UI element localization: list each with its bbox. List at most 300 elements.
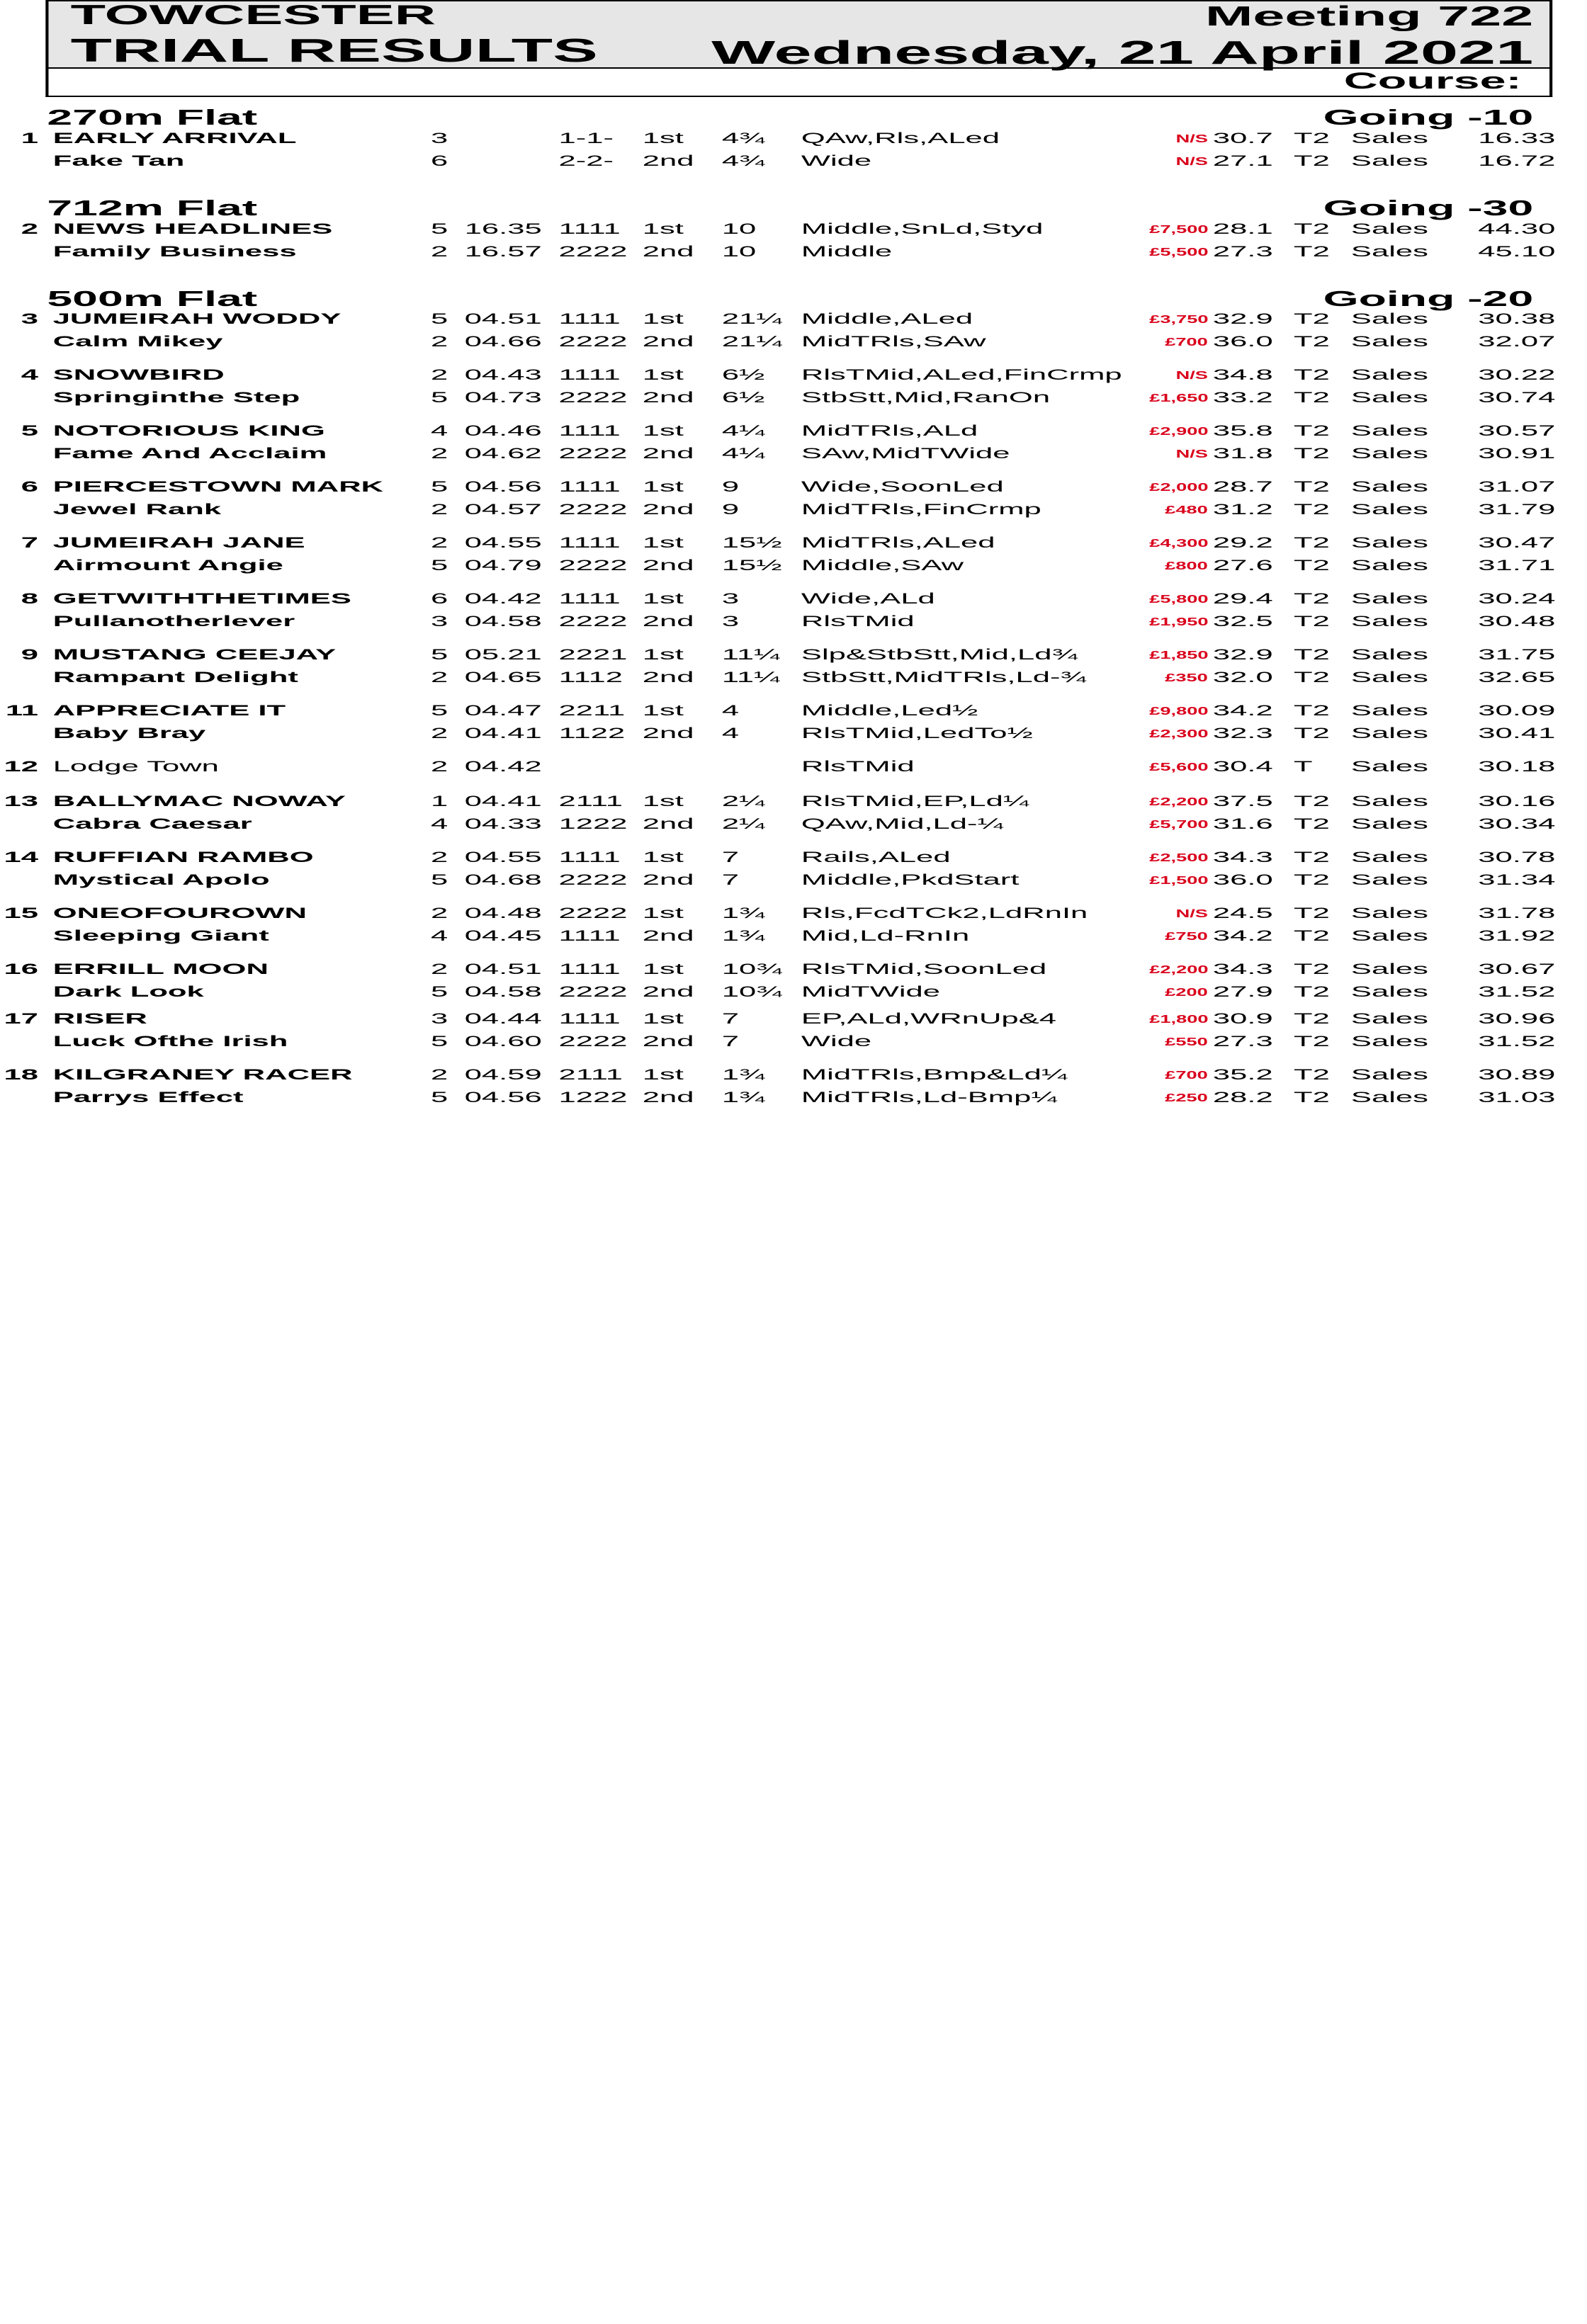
running-positions: 2222 <box>558 613 628 630</box>
meeting-date: Wednesday, 21 April 2021 <box>711 34 1534 71</box>
race-number: 11 <box>5 703 38 719</box>
table-row <box>0 130 1587 152</box>
runner-name: Pullanotherlever <box>52 613 295 630</box>
grade: T2 <box>1294 423 1330 439</box>
trap-number: 2 <box>430 334 448 350</box>
trap-number: 2 <box>430 501 448 518</box>
trap-number: 2 <box>430 446 448 462</box>
note: Sales <box>1350 153 1428 169</box>
grade: T2 <box>1294 334 1330 350</box>
weight: 35.8 <box>1212 423 1273 439</box>
grade: T2 <box>1294 669 1330 686</box>
winning-distance: 11¼ <box>721 647 780 663</box>
race-comment: StbStt,Mid,RanOn <box>801 390 1051 406</box>
race-number: 7 <box>21 535 38 551</box>
table-row <box>0 153 1587 174</box>
grade: T2 <box>1294 130 1330 147</box>
runner-name: Mystical Apolo <box>52 872 270 888</box>
trap-number: 5 <box>430 1033 448 1050</box>
race-comment: MidTRls,Ld-Bmp¼ <box>801 1089 1057 1106</box>
note: Sales <box>1350 390 1428 406</box>
race-comment: MidTRls,Bmp&Ld¼ <box>801 1067 1068 1083</box>
weight: 27.3 <box>1212 1033 1273 1050</box>
runner-name: EARLY ARRIVAL <box>52 130 297 147</box>
calculated-time: 30.22 <box>1478 367 1556 383</box>
note: Sales <box>1350 759 1428 775</box>
running-positions: 1111 <box>558 535 621 551</box>
race-comment: Middle <box>801 244 893 260</box>
running-positions: 2222 <box>558 1033 628 1050</box>
sale-price: N/S <box>1176 133 1209 145</box>
grade: T2 <box>1294 311 1330 327</box>
trap-number: 5 <box>430 390 448 406</box>
grade: T2 <box>1294 872 1330 888</box>
sectional-time: 04.42 <box>464 591 542 607</box>
race-comment: MidTRls,FinCrmp <box>801 501 1041 518</box>
sale-price: £750 <box>1165 931 1209 943</box>
winning-distance: 1¾ <box>721 1089 765 1106</box>
note: Sales <box>1350 647 1428 663</box>
weight: 34.2 <box>1212 928 1273 944</box>
grade: T2 <box>1294 1033 1330 1050</box>
sectional-time: 05.21 <box>464 647 542 663</box>
weight: 27.3 <box>1212 244 1273 260</box>
note: Sales <box>1350 849 1428 866</box>
race-comment: StbStt,MidTRls,Ld-¾ <box>801 669 1086 686</box>
race-comment: RlsTMid,ALed,FinCrmp <box>801 367 1122 383</box>
sale-price: £2,900 <box>1149 426 1209 438</box>
note: Sales <box>1350 1067 1428 1083</box>
weight: 31.2 <box>1212 501 1273 518</box>
winning-distance: 4¾ <box>721 130 765 147</box>
calculated-time: 30.16 <box>1478 793 1556 810</box>
table-row <box>0 1089 1587 1111</box>
running-positions: 1222 <box>558 1089 628 1106</box>
sectional-time: 04.56 <box>464 1089 542 1106</box>
section-going: Going -10 <box>1323 105 1534 130</box>
runner-name: APPRECIATE IT <box>52 703 286 719</box>
table-row <box>0 849 1587 871</box>
calculated-time: 31.07 <box>1478 479 1556 495</box>
calculated-time: 30.67 <box>1478 961 1556 977</box>
section-distance: 500m Flat <box>47 286 258 311</box>
trap-number: 4 <box>430 816 448 832</box>
trap-number: 2 <box>430 535 448 551</box>
runner-name: MUSTANG CEEJAY <box>52 647 337 663</box>
trap-number: 4 <box>430 928 448 944</box>
weight: 37.5 <box>1212 793 1273 810</box>
running-positions: 2222 <box>558 984 628 1000</box>
race-number: 4 <box>21 367 38 383</box>
runner-name: Sleeping Giant <box>52 928 269 944</box>
grade: T2 <box>1294 725 1330 742</box>
finish-position: 1st <box>642 1011 684 1027</box>
runner-name: Jewel Rank <box>52 501 222 518</box>
finish-position: 1st <box>642 647 684 663</box>
trap-number: 6 <box>430 591 448 607</box>
grade: T2 <box>1294 928 1330 944</box>
note: Sales <box>1350 872 1428 888</box>
sectional-time: 04.33 <box>464 816 542 832</box>
winning-distance: 11¼ <box>721 669 780 686</box>
calculated-time: 30.41 <box>1478 725 1556 742</box>
running-positions: 2222 <box>558 244 628 260</box>
sectional-time: 04.51 <box>464 961 542 977</box>
finish-position: 2nd <box>642 984 694 1000</box>
sectional-time: 04.57 <box>464 501 542 518</box>
winning-distance: 15½ <box>721 535 782 551</box>
trap-number: 6 <box>430 153 448 169</box>
calculated-time: 30.24 <box>1478 591 1556 607</box>
sectional-time: 04.58 <box>464 613 542 630</box>
sale-price: £250 <box>1165 1092 1209 1104</box>
calculated-time: 30.48 <box>1478 613 1556 630</box>
race-number: 18 <box>4 1067 38 1083</box>
trap-number: 2 <box>430 1067 448 1083</box>
winning-distance: 4 <box>721 725 740 742</box>
race-number: 16 <box>4 961 38 977</box>
note: Sales <box>1350 703 1428 719</box>
sale-price: £2,200 <box>1149 964 1209 976</box>
trap-number: 3 <box>430 1011 448 1027</box>
note: Sales <box>1350 557 1428 574</box>
runner-name: BALLYMAC NOWAY <box>52 793 346 810</box>
table-row <box>0 647 1587 668</box>
finish-position: 2nd <box>642 390 694 406</box>
race-number: 14 <box>4 849 38 866</box>
sectional-time: 04.44 <box>464 1011 542 1027</box>
trap-number: 5 <box>430 1089 448 1106</box>
calculated-time: 30.38 <box>1478 311 1556 327</box>
runner-name: Family Business <box>52 244 297 260</box>
running-positions: 1111 <box>558 479 621 495</box>
running-positions: 2222 <box>558 557 628 574</box>
calculated-time: 31.34 <box>1478 872 1556 888</box>
finish-position: 2nd <box>642 872 694 888</box>
running-positions: 2222 <box>558 390 628 406</box>
weight: 30.7 <box>1212 130 1273 147</box>
note: Sales <box>1350 793 1428 810</box>
sale-price: £350 <box>1165 672 1209 684</box>
weight: 32.9 <box>1212 311 1273 327</box>
calculated-time: 30.91 <box>1478 446 1556 462</box>
grade: T2 <box>1294 613 1330 630</box>
calculated-time: 30.18 <box>1478 759 1556 775</box>
track-name: TOWCESTER <box>70 0 436 30</box>
grade: T2 <box>1294 446 1330 462</box>
sectional-time: 04.66 <box>464 334 542 350</box>
winning-distance: 3 <box>721 591 740 607</box>
weight: 27.6 <box>1212 557 1273 574</box>
trap-number: 5 <box>430 479 448 495</box>
table-row <box>0 557 1587 579</box>
sale-price: N/S <box>1176 448 1209 460</box>
winning-distance: 21¼ <box>721 311 782 327</box>
trap-number: 3 <box>430 130 448 147</box>
running-positions: 1111 <box>558 928 621 944</box>
runner-name: Rampant Delight <box>52 669 298 686</box>
note: Sales <box>1350 591 1428 607</box>
weight: 36.0 <box>1212 334 1273 350</box>
runner-name: RUFFIAN RAMBO <box>52 849 314 866</box>
sectional-time: 04.41 <box>464 793 542 810</box>
trap-number: 5 <box>430 221 448 237</box>
race-comment: Wide <box>801 1033 872 1050</box>
section-distance: 712m Flat <box>47 195 258 220</box>
sectional-time: 04.42 <box>464 759 542 775</box>
weight: 32.9 <box>1212 647 1273 663</box>
calculated-time: 30.47 <box>1478 535 1556 551</box>
grade: T2 <box>1294 793 1330 810</box>
sale-price: £5,600 <box>1149 761 1209 773</box>
sale-price: £480 <box>1165 504 1209 516</box>
runner-name: Fame And Acclaim <box>52 446 327 462</box>
calculated-time: 31.75 <box>1478 647 1556 663</box>
running-positions: 1111 <box>558 367 621 383</box>
trap-number: 4 <box>430 423 448 439</box>
runner-name: RISER <box>52 1011 147 1027</box>
table-row <box>0 703 1587 724</box>
running-positions: 1112 <box>558 669 623 686</box>
winning-distance: 15½ <box>721 557 782 574</box>
race-comment: Rls,FcdTCk2,LdRnIn <box>801 905 1088 922</box>
race-comment: Middle,SnLd,Styd <box>801 221 1044 237</box>
sale-price: £2,200 <box>1149 796 1209 808</box>
trap-number: 3 <box>430 613 448 630</box>
sale-price: £4,300 <box>1149 538 1209 550</box>
race-number: 1 <box>21 130 38 147</box>
sale-price: £1,800 <box>1149 1014 1209 1026</box>
note: Sales <box>1350 905 1428 922</box>
grade: T2 <box>1294 905 1330 922</box>
table-row <box>0 479 1587 500</box>
race-comment: Slp&StbStt,Mid,Ld¾ <box>801 647 1078 663</box>
sectional-time: 16.35 <box>464 221 542 237</box>
grade: T2 <box>1294 501 1330 518</box>
weight: 29.4 <box>1212 591 1273 607</box>
weight: 35.2 <box>1212 1067 1273 1083</box>
runner-name: JUMEIRAH JANE <box>52 535 305 551</box>
calculated-time: 32.07 <box>1478 334 1556 350</box>
running-positions: 2-2- <box>558 153 614 169</box>
weight: 28.2 <box>1212 1089 1273 1106</box>
running-positions: 2222 <box>558 446 628 462</box>
winning-distance: 10¾ <box>721 984 782 1000</box>
note: Sales <box>1350 725 1428 742</box>
grade: T2 <box>1294 557 1330 574</box>
table-row <box>0 221 1587 242</box>
race-comment: RlsTMid <box>801 613 915 630</box>
note: Sales <box>1350 1011 1428 1027</box>
table-row <box>0 872 1587 893</box>
sale-price: £1,950 <box>1149 616 1209 628</box>
winning-distance: 7 <box>721 849 740 866</box>
sale-price: £2,500 <box>1149 852 1209 864</box>
sectional-time: 04.62 <box>464 446 542 462</box>
trap-number: 2 <box>430 905 448 922</box>
weight: 33.2 <box>1212 390 1273 406</box>
finish-position: 2nd <box>642 334 694 350</box>
finish-position: 1st <box>642 221 684 237</box>
calculated-time: 31.78 <box>1478 905 1556 922</box>
sale-price: £200 <box>1165 987 1209 999</box>
trap-number: 2 <box>430 759 448 775</box>
race-number: 15 <box>4 905 38 922</box>
sectional-time: 04.58 <box>464 984 542 1000</box>
running-positions: 1-1- <box>558 130 614 147</box>
calculated-time: 44.30 <box>1478 221 1556 237</box>
grade: T2 <box>1294 647 1330 663</box>
race-comment: Wide,SoonLed <box>801 479 1004 495</box>
note: Sales <box>1350 669 1428 686</box>
sectional-time: 04.56 <box>464 479 542 495</box>
note: Sales <box>1350 446 1428 462</box>
running-positions: 1111 <box>558 849 621 866</box>
race-comment: SAw,MidTWide <box>801 446 1010 462</box>
winning-distance: 4¼ <box>721 423 765 439</box>
section-going: Going -20 <box>1323 286 1534 311</box>
winning-distance: 7 <box>721 872 740 888</box>
race-comment: Wide,ALd <box>801 591 935 607</box>
runner-name: Springinthe Step <box>52 390 300 406</box>
calculated-time: 31.03 <box>1478 1089 1556 1106</box>
finish-position: 1st <box>642 130 684 147</box>
note: Sales <box>1350 1089 1428 1106</box>
table-row <box>0 928 1587 949</box>
winning-distance: 3 <box>721 613 740 630</box>
trap-number: 5 <box>430 703 448 719</box>
weight: 31.6 <box>1212 816 1273 832</box>
finish-position: 1st <box>642 367 684 383</box>
sale-price: £3,750 <box>1149 314 1209 326</box>
trap-number: 2 <box>430 725 448 742</box>
finish-position: 1st <box>642 423 684 439</box>
finish-position: 2nd <box>642 153 694 169</box>
sale-price: £700 <box>1165 336 1209 348</box>
sale-price: £1,850 <box>1149 650 1209 662</box>
note: Sales <box>1350 244 1428 260</box>
note: Sales <box>1350 311 1428 327</box>
grade: T2 <box>1294 367 1330 383</box>
runner-name: JUMEIRAH WODDY <box>52 311 341 327</box>
sale-price: £2,300 <box>1149 728 1209 740</box>
winning-distance: 4 <box>721 703 740 719</box>
finish-position: 2nd <box>642 928 694 944</box>
running-positions: 1111 <box>558 221 621 237</box>
race-number: 5 <box>21 423 38 439</box>
weight: 31.8 <box>1212 446 1273 462</box>
winning-distance: 4¼ <box>721 446 765 462</box>
grade: T2 <box>1294 1067 1330 1083</box>
note: Sales <box>1350 816 1428 832</box>
section-going: Going -30 <box>1323 195 1534 220</box>
sale-price: £700 <box>1165 1070 1209 1082</box>
runner-name: ERRILL MOON <box>52 961 269 977</box>
race-comment: QAw,Rls,ALed <box>801 130 1000 147</box>
race-number: 3 <box>21 311 38 327</box>
sale-price: £5,500 <box>1149 246 1209 259</box>
sale-price: £5,800 <box>1149 594 1209 606</box>
section-distance: 270m Flat <box>47 105 258 130</box>
sectional-time: 04.55 <box>464 535 542 551</box>
trap-number: 2 <box>430 849 448 866</box>
winning-distance: 1¾ <box>721 1067 765 1083</box>
sale-price: £800 <box>1165 560 1209 572</box>
calculated-time: 30.74 <box>1478 390 1556 406</box>
race-comment: Wide <box>801 153 872 169</box>
sectional-time: 04.41 <box>464 725 542 742</box>
table-row <box>0 390 1587 411</box>
sale-price: £9,800 <box>1149 705 1209 718</box>
race-comment: RlsTMid,LedTo½ <box>801 725 1033 742</box>
running-positions: 2111 <box>558 793 623 810</box>
table-row <box>0 244 1587 265</box>
weight: 27.9 <box>1212 984 1273 1000</box>
trap-number: 5 <box>430 311 448 327</box>
note: Sales <box>1350 535 1428 551</box>
race-comment: MidTRls,ALd <box>801 423 978 439</box>
running-positions: 1122 <box>558 725 626 742</box>
race-comment: RlsTMid,EP,Ld¼ <box>801 793 1029 810</box>
calculated-time: 30.57 <box>1478 423 1556 439</box>
winning-distance: 2¼ <box>721 793 765 810</box>
sectional-time: 04.65 <box>464 669 542 686</box>
calculated-time: 30.78 <box>1478 849 1556 866</box>
note: Sales <box>1350 367 1428 383</box>
table-row <box>0 984 1587 1005</box>
table-row <box>0 613 1587 635</box>
weight: 34.3 <box>1212 961 1273 977</box>
calculated-time: 45.10 <box>1478 244 1556 260</box>
running-positions: 2222 <box>558 501 628 518</box>
finish-position: 1st <box>642 793 684 810</box>
finish-position: 1st <box>642 311 684 327</box>
calculated-time: 31.52 <box>1478 984 1556 1000</box>
trap-number: 5 <box>430 557 448 574</box>
race-number: 6 <box>21 479 38 495</box>
sale-price: £550 <box>1165 1036 1209 1048</box>
calculated-time: 16.72 <box>1478 153 1556 169</box>
running-positions: 1111 <box>558 423 621 439</box>
running-positions: 2221 <box>558 647 628 663</box>
race-number: 17 <box>4 1011 38 1027</box>
sectional-time: 04.59 <box>464 1067 542 1083</box>
race-comment: Middle,ALed <box>801 311 973 327</box>
table-row <box>0 1067 1587 1088</box>
grade: T2 <box>1294 535 1330 551</box>
race-comment: Rails,ALed <box>801 849 951 866</box>
running-positions: 1222 <box>558 816 628 832</box>
winning-distance: 10 <box>721 221 757 237</box>
table-row <box>0 334 1587 355</box>
sale-price: £1,650 <box>1149 392 1209 404</box>
table-row <box>0 367 1587 388</box>
winning-distance: 2¼ <box>721 816 765 832</box>
race-comment: MidTRls,SAw <box>801 334 986 350</box>
note: Sales <box>1350 501 1428 518</box>
runner-name: Baby Bray <box>52 725 206 742</box>
finish-position: 2nd <box>642 446 694 462</box>
finish-position: 2nd <box>642 669 694 686</box>
course-label: Course: <box>1343 68 1522 93</box>
weight: 28.7 <box>1212 479 1273 495</box>
table-row <box>0 725 1587 747</box>
runner-name: Calm Mikey <box>52 334 223 350</box>
weight: 28.1 <box>1212 221 1273 237</box>
sale-price: N/S <box>1176 370 1209 382</box>
sectional-time: 04.68 <box>464 872 542 888</box>
finish-position: 1st <box>642 961 684 977</box>
